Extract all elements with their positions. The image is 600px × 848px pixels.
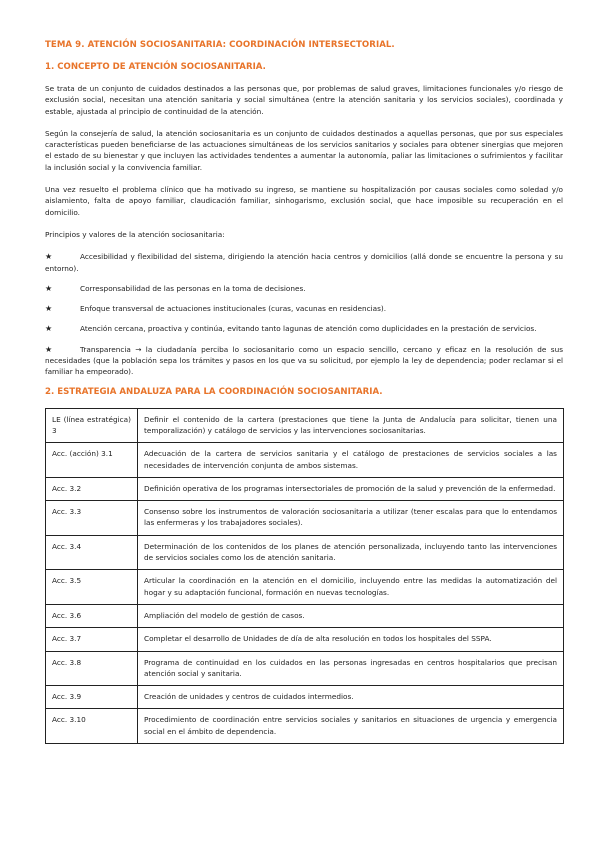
list-item xyxy=(45,251,563,274)
table-row xyxy=(46,686,564,709)
action-description-cell: Completar el desarrollo de Unidades de día de alta resolución en todos los hospitales del SSPA. xyxy=(138,628,564,651)
table-row xyxy=(46,570,564,605)
action-description-cell: Procedimiento de coordinación entre servicios sociales y sanitarios en situaciones de urgencia y emergencia social en el ámbito de dependencia. xyxy=(138,709,564,744)
principle-text: Atención cercana, proactiva y continúa, evitando tanto lagunas de atención como duplicidades en la prestación de servicios. xyxy=(80,324,537,334)
action-code-cell: Acc. 3.7 xyxy=(46,628,138,651)
table-row xyxy=(46,443,564,478)
list-item xyxy=(45,303,563,314)
action-code-cell: Acc. 3.2 xyxy=(46,477,138,500)
document-title: TEMA 9. ATENCIÓN SOCIOSANITARIA: COORDINACIÓN INTERSECTORIAL. xyxy=(45,40,395,50)
list-item xyxy=(45,344,563,378)
action-description-cell: Programa de continuidad en los cuidados en las personas ingresadas en centros hospitalarios que precisan atención social y sanitaria. xyxy=(138,651,564,686)
action-code-cell: Acc. 3.8 xyxy=(46,651,138,686)
action-description-cell: Adecuación de la cartera de servicios sanitaria y el catálogo de prestaciones de servicios sociales a las necesidades de intervención conjunta de ambos sistemas. xyxy=(138,443,564,478)
table-row xyxy=(46,535,564,570)
principle-text: Enfoque transversal de actuaciones institucionales (curas, vacunas en residencias). xyxy=(80,304,387,314)
table-row xyxy=(46,651,564,686)
table-row xyxy=(46,501,564,536)
star-bullet-icon: ★ xyxy=(45,252,53,262)
action-description-cell: Creación de unidades y centros de cuidados intermedios. xyxy=(138,686,564,709)
principle-text: Accesibilidad y flexibilidad del sistema, dirigiendo la atención hacia centros y domicilios (allá donde se encuentre la persona y su entorno). xyxy=(45,252,563,273)
action-description-cell: Ampliación del modelo de gestión de casos. xyxy=(138,604,564,627)
table-row xyxy=(46,477,564,500)
action-code-cell: Acc. 3.4 xyxy=(46,535,138,570)
table-row xyxy=(46,709,564,744)
paragraph: Se trata de un conjunto de cuidados destinados a las personas que, por problemas de salud graves, limitaciones funcionales y/o riesgo de exclusión social, necesitan una atención sanitaria y social simultánea (entre la atención sanitaria y los servicios sociales), coordinada y estable, ajustada al principio de continuidad de la atención. xyxy=(45,84,563,116)
action-description-cell: Consenso sobre los instrumentos de valoración sociosanitaria a utilizar (tener escalas para que lo entendamos las enfermeras y los trabajadores sociales). xyxy=(138,501,564,536)
star-bullet-icon: ★ xyxy=(45,324,53,334)
action-description-cell: Definición operativa de los programas intersectoriales de promoción de la salud y prevención de la enfermedad. xyxy=(138,477,564,500)
document-page xyxy=(45,40,563,744)
principle-text: Transparencia → la ciudadanía perciba lo sociosanitario como un espacio sencillo, cercano y eficaz en la resolución de sus necesidades (que la población sepa los trámites y pasos en los que va su solicitud, por ejemplo la ley de dependencia; poder reclamar si el familiar ha empeorado). xyxy=(45,344,563,377)
action-description-cell: Definir el contenido de la cartera (prestaciones que tiene la Junta de Andalucía para solicitar, tienen una temporalización) y catálogo de servicios y las intervenciones sociosanitarias. xyxy=(138,408,564,443)
action-code-cell: Acc. 3.5 xyxy=(46,570,138,605)
principles-intro: Principios y valores de la atención sociosanitaria: xyxy=(45,229,225,239)
action-code-cell: Acc. 3.9 xyxy=(46,686,138,709)
star-bullet-icon: ★ xyxy=(45,304,53,314)
list-item xyxy=(45,283,563,294)
action-code-cell: Acc. 3.6 xyxy=(46,604,138,627)
table-row xyxy=(46,604,564,627)
list-item xyxy=(45,323,563,334)
section-heading-concept: 1. CONCEPTO DE ATENCIÓN SOCIOSANITARIA. xyxy=(45,62,266,72)
action-code-cell: Acc. 3.3 xyxy=(46,501,138,536)
principles-list xyxy=(45,251,563,377)
action-code-cell: Acc. 3.10 xyxy=(46,709,138,744)
star-bullet-icon: ★ xyxy=(45,283,53,293)
table-row xyxy=(46,408,564,443)
paragraph: Según la consejería de salud, la atención sociosanitaria es un conjunto de cuidados destinados a aquellas personas, que por sus especiales características pueden beneficiarse de las actuaciones simultáneas de los servicios sanitarios y sociales para obtener sinergias que mejoren el estado de su bienestar y que incluyen las actividades tendentes a aumentar la autonomía, paliar las limitaciones o sufrimientos y facilitar la inclusión social y la convivencia familiar. xyxy=(45,128,563,172)
table-row xyxy=(46,628,564,651)
action-code-cell: Acc. (acción) 3.1 xyxy=(46,443,138,478)
strategy-table xyxy=(45,408,564,744)
principle-text: Corresponsabilidad de las personas en la toma de decisiones. xyxy=(80,283,306,293)
star-bullet-icon: ★ xyxy=(45,344,53,354)
action-code-cell: LE (línea estratégica) 3 xyxy=(46,408,138,443)
section-heading-strategy: 2. ESTRATEGIA ANDALUZA PARA LA COORDINACIÓN SOCIOSANITARIA. xyxy=(45,386,383,397)
action-description-cell: Articular la coordinación en la atención en el domicilio, incluyendo entre las medidas la automatización del hogar y su adaptación funcional, formación en nuevas tecnologías. xyxy=(138,570,564,605)
paragraph: Una vez resuelto el problema clínico que ha motivado su ingreso, se mantiene su hospitalización por causas sociales como soledad y/o aislamiento, falta de apoyo familiar, claudicación familiar, sinhogarismo, exclusión social, que hace imposible su recuperación en el domicilio. xyxy=(45,185,563,217)
action-description-cell: Determinación de los contenidos de los planes de atención personalizada, incluyendo tanto las intervenciones de servicios sociales como los de atención sanitaria. xyxy=(138,535,564,570)
